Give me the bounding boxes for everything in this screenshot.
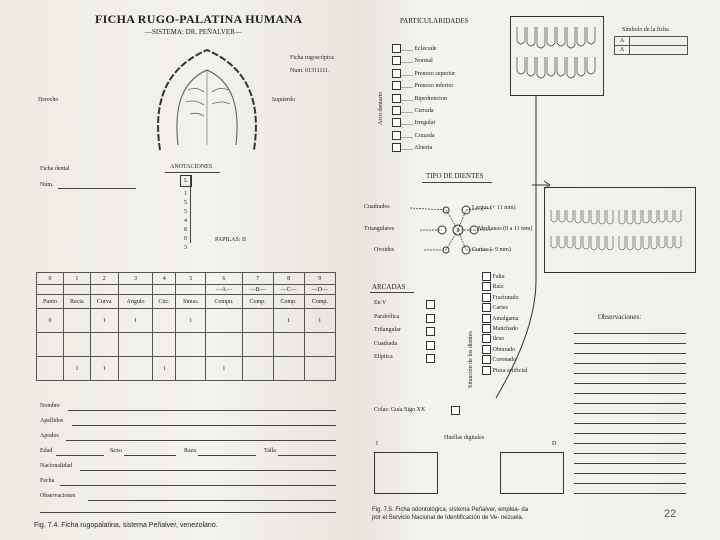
arcadas-title: ARCADAS (372, 283, 406, 291)
obs-line (574, 463, 686, 464)
dentition-chart-icon (545, 188, 695, 272)
header-num: 3 (118, 273, 152, 285)
particularidades-title: PARTICULARIDADES (400, 17, 469, 25)
palate-drawing (150, 40, 265, 155)
rugae-table (36, 272, 336, 381)
header-sub (37, 285, 64, 295)
table-cell (206, 309, 242, 333)
checkbox[interactable] (482, 334, 491, 343)
table-cell: 1 (206, 357, 242, 381)
izquierdo-label: Izquierdo (272, 97, 295, 103)
simbolo-cell (630, 37, 688, 46)
table-cell (242, 333, 273, 357)
checkbox[interactable] (392, 106, 401, 115)
table-cell (242, 357, 273, 381)
table-cell (304, 333, 335, 357)
checkbox[interactable] (482, 293, 491, 302)
field-nombre: Nombre (40, 403, 60, 409)
header-label: Recta (64, 295, 90, 309)
field-talla: Talla (264, 448, 276, 454)
simbolo-row-label: A (615, 37, 630, 46)
field-fecha: Fecha (40, 478, 55, 484)
list-item: En V (374, 300, 464, 314)
obs-line (574, 443, 686, 444)
header-label: Angulo (118, 295, 152, 309)
header-sub: —B— (242, 285, 273, 295)
field-apellidos: Apellidos (40, 418, 64, 424)
size-largos: Largos (+ 11 mm) (472, 205, 516, 211)
right-page (352, 0, 720, 540)
field-apodos: Apodos (40, 433, 59, 439)
checkbox[interactable] (482, 345, 491, 354)
table-cell (37, 357, 64, 381)
table-cell (64, 309, 90, 333)
list-item: Raíz (482, 282, 527, 292)
papilas-label: PAPILAS: II (215, 237, 246, 243)
checkbox[interactable] (482, 324, 491, 333)
shape-cuadrados: Cuadrados (364, 204, 390, 210)
left-page (0, 0, 352, 540)
derecho-label: Derecho (38, 97, 59, 103)
form-subtitle: —SISTEMA: DR. PEÑALVER— (145, 28, 242, 36)
list-item: Obturado (482, 345, 527, 355)
anot-L-box: L (180, 175, 192, 187)
list-item: ____ Irregular (392, 118, 455, 130)
form-title: FICHA RUGO-PALATINA HUMANA (95, 12, 303, 26)
table-cell (206, 333, 242, 357)
anotaciones-label: ANOTACIONES (170, 164, 213, 170)
obs-line (574, 453, 686, 454)
num-field-line (58, 188, 136, 189)
list-item: ____ Cruzada (392, 131, 455, 143)
field-line (198, 455, 256, 456)
obs-line (574, 363, 686, 364)
table-cell: 1 (176, 309, 206, 333)
checkbox[interactable] (482, 366, 491, 375)
table-cell (176, 333, 206, 357)
fingerprint-right-box (500, 452, 564, 494)
list-item: ____ Normal (392, 56, 455, 68)
num-field-label: Núm. (40, 182, 54, 188)
header-sub: —A— (206, 285, 242, 295)
arcadas-list (392, 44, 455, 156)
table-cell: 1 (304, 309, 335, 333)
list-item: Amalgama (482, 314, 527, 324)
table-cell (273, 357, 304, 381)
list-item: Cuadrada (374, 341, 464, 355)
ficha-rugoscopica-label: Ficha rugoscópica (290, 55, 334, 61)
field-nacionalidad: Nacionalidad (40, 463, 72, 469)
anot-row: 3 (184, 245, 187, 251)
obs-line (574, 483, 686, 484)
ficha-number: Num. 01311111. (290, 68, 330, 74)
header-num: 7 (242, 273, 273, 285)
header-num: 9 (304, 273, 335, 285)
list-item: Ileso (482, 334, 527, 344)
checkbox[interactable] (392, 69, 401, 78)
checkbox[interactable] (392, 143, 401, 152)
checkbox[interactable] (482, 272, 491, 281)
dentition-box (544, 187, 696, 273)
field-line (56, 455, 104, 456)
checkbox[interactable] (482, 282, 491, 291)
list-item: Falta (482, 272, 527, 282)
field-line (66, 440, 336, 441)
list-item: ____ Abierta (392, 143, 455, 155)
list-item: Pieza artificial (482, 366, 527, 376)
size-medianos: Medianos (9 a 11 mm) (478, 226, 533, 232)
header-num: 4 (153, 273, 176, 285)
list-item: Trilangular (374, 327, 464, 341)
list-item: ____ Eclecude (392, 44, 455, 56)
table-cell: 0 (37, 309, 64, 333)
field-raza: Raza (184, 448, 196, 454)
situacion-side-label: Situación de los dientes (468, 331, 474, 388)
arcadas-rule (370, 292, 414, 293)
list-item: Manchado (482, 324, 527, 334)
obs-line (574, 343, 686, 344)
header-label: Compu. (206, 295, 242, 309)
obs-line (574, 373, 686, 374)
checkbox[interactable] (482, 355, 491, 364)
list-item: ____ Cerrada (392, 106, 455, 118)
left-caption: Fig. 7.4. Ficha rugopalatina, sistema Peñalver, venezolano. (34, 522, 218, 529)
checkbox[interactable] (482, 314, 491, 323)
table-cell (304, 357, 335, 381)
table-cell: 1 (273, 309, 304, 333)
obs-line (574, 493, 686, 494)
table-cell (64, 333, 90, 357)
list-item: Coronado (482, 355, 527, 365)
ficha-dental-label: Ficha dental (40, 166, 70, 172)
header-num: 5 (176, 273, 206, 285)
field-line (88, 500, 336, 501)
field-line (278, 455, 336, 456)
list-item: Parabólica (374, 314, 464, 328)
table-cell (176, 357, 206, 381)
list-item: ____ Prenoso superior (392, 69, 455, 81)
header-sub (64, 285, 90, 295)
header-label: Comp. (304, 295, 335, 309)
colas-label: Colas: Guía Sigo XX (374, 407, 426, 413)
field-observaciones: Observaciones (40, 493, 76, 499)
list-item: Elíptica (374, 354, 464, 368)
header-num: 6 (206, 273, 242, 285)
field-line (60, 485, 336, 486)
table-cell (90, 333, 118, 357)
table-cell: 1 (90, 309, 118, 333)
header-num: 1 (64, 273, 90, 285)
anot-row: 0 (184, 236, 187, 242)
field-line (72, 425, 336, 426)
simbolo-table (614, 36, 688, 55)
table-cell (153, 309, 176, 333)
simbolo-row-label: A (615, 46, 630, 55)
tipo-dientes-rule (422, 182, 492, 183)
huella-left-label: I (376, 441, 378, 447)
list-item: Caries (482, 303, 527, 313)
field-line (68, 410, 336, 411)
table-cell (153, 333, 176, 357)
header-sub (176, 285, 206, 295)
simbolo-title: Símbolo de la ficha (622, 27, 669, 33)
header-num: 2 (90, 273, 118, 285)
anot-row: 1 (184, 191, 187, 197)
table-cell (273, 333, 304, 357)
shape-ovoides: Ovoides (374, 247, 394, 253)
list-item: Fracturado (482, 293, 527, 303)
header-sub (153, 285, 176, 295)
table-cell (37, 333, 64, 357)
field-sexo: Sexo (110, 448, 122, 454)
obs-line (574, 393, 686, 394)
page-number: 22 (664, 508, 677, 520)
anot-row: 5 (184, 209, 187, 215)
obs-line (574, 413, 686, 414)
checkbox[interactable] (426, 327, 435, 336)
conditions-list (482, 272, 527, 376)
huellas-label: Huellas digitales (444, 435, 485, 441)
checkbox[interactable] (392, 118, 401, 127)
field-line (40, 512, 336, 513)
checkbox[interactable] (426, 314, 435, 323)
upper-teeth-box (510, 16, 604, 96)
observaciones-label: Observaciones: (598, 313, 642, 321)
table-cell: 1 (90, 357, 118, 381)
anot-row: 5 (184, 200, 187, 206)
header-sub: —C— (273, 285, 304, 295)
checkbox[interactable] (392, 56, 401, 65)
header-label: Comp. (273, 295, 304, 309)
header-label: Circ. (153, 295, 176, 309)
shape-triangulares: Triangulares (364, 226, 395, 232)
table-cell (118, 357, 152, 381)
checkbox[interactable] (426, 341, 435, 350)
checkbox[interactable] (392, 131, 401, 140)
header-num: 0 (37, 273, 64, 285)
table-cell: 1 (118, 309, 152, 333)
fingerprint-left-box (374, 452, 438, 494)
checkbox[interactable] (392, 81, 401, 90)
table-cell (118, 333, 152, 357)
obs-line (574, 403, 686, 404)
header-sub: —D— (304, 285, 335, 295)
header-num: 8 (273, 273, 304, 285)
obs-line (574, 353, 686, 354)
checkbox[interactable] (482, 303, 491, 312)
right-caption: Fig. 7.5. Ficha odontológica, sistema Peñalver, emplea- da por el Servicio Nacional de Identificación de Ve- nezuela. (372, 507, 529, 521)
checkbox[interactable] (392, 94, 401, 103)
table-cell: 1 (64, 357, 90, 381)
checkbox[interactable] (426, 354, 435, 363)
checkbox[interactable] (426, 300, 435, 309)
checkbox[interactable] (392, 44, 401, 53)
anot-row: 4 (184, 218, 187, 224)
table-cell (242, 309, 273, 333)
header-label: Comp. (242, 295, 273, 309)
tipo-dientes-title: TIPO DE DIENTES (426, 172, 484, 180)
obs-line (574, 433, 686, 434)
header-label: Curva (90, 295, 118, 309)
list-item: ____ Bipedrencion (392, 94, 455, 106)
header-sub (118, 285, 152, 295)
obs-line (574, 383, 686, 384)
anot-row: 8 (184, 227, 187, 233)
anot-vertical-rule (190, 175, 191, 243)
field-edad: Edad (40, 448, 53, 454)
header-sub (90, 285, 118, 295)
obs-line (574, 333, 686, 334)
simbolo-cell (630, 46, 688, 55)
header-label: Punto (37, 295, 64, 309)
obs-line (574, 423, 686, 424)
obs-line (574, 473, 686, 474)
upper-teeth-icon (511, 17, 603, 95)
arch-side-label: Arco dentario (378, 91, 384, 125)
field-line (80, 470, 336, 471)
colas-checkbox[interactable] (451, 406, 460, 415)
field-line (124, 455, 176, 456)
size-cortos: Cortos (- 9 mm) (472, 247, 511, 253)
arcada-types (374, 300, 464, 368)
anotaciones-rule (165, 172, 220, 173)
table-cell: 1 (153, 357, 176, 381)
header-label: Sinuo. (176, 295, 206, 309)
list-item: ____ Prenoso inferior (392, 81, 455, 93)
huella-right-label: D (552, 441, 557, 447)
